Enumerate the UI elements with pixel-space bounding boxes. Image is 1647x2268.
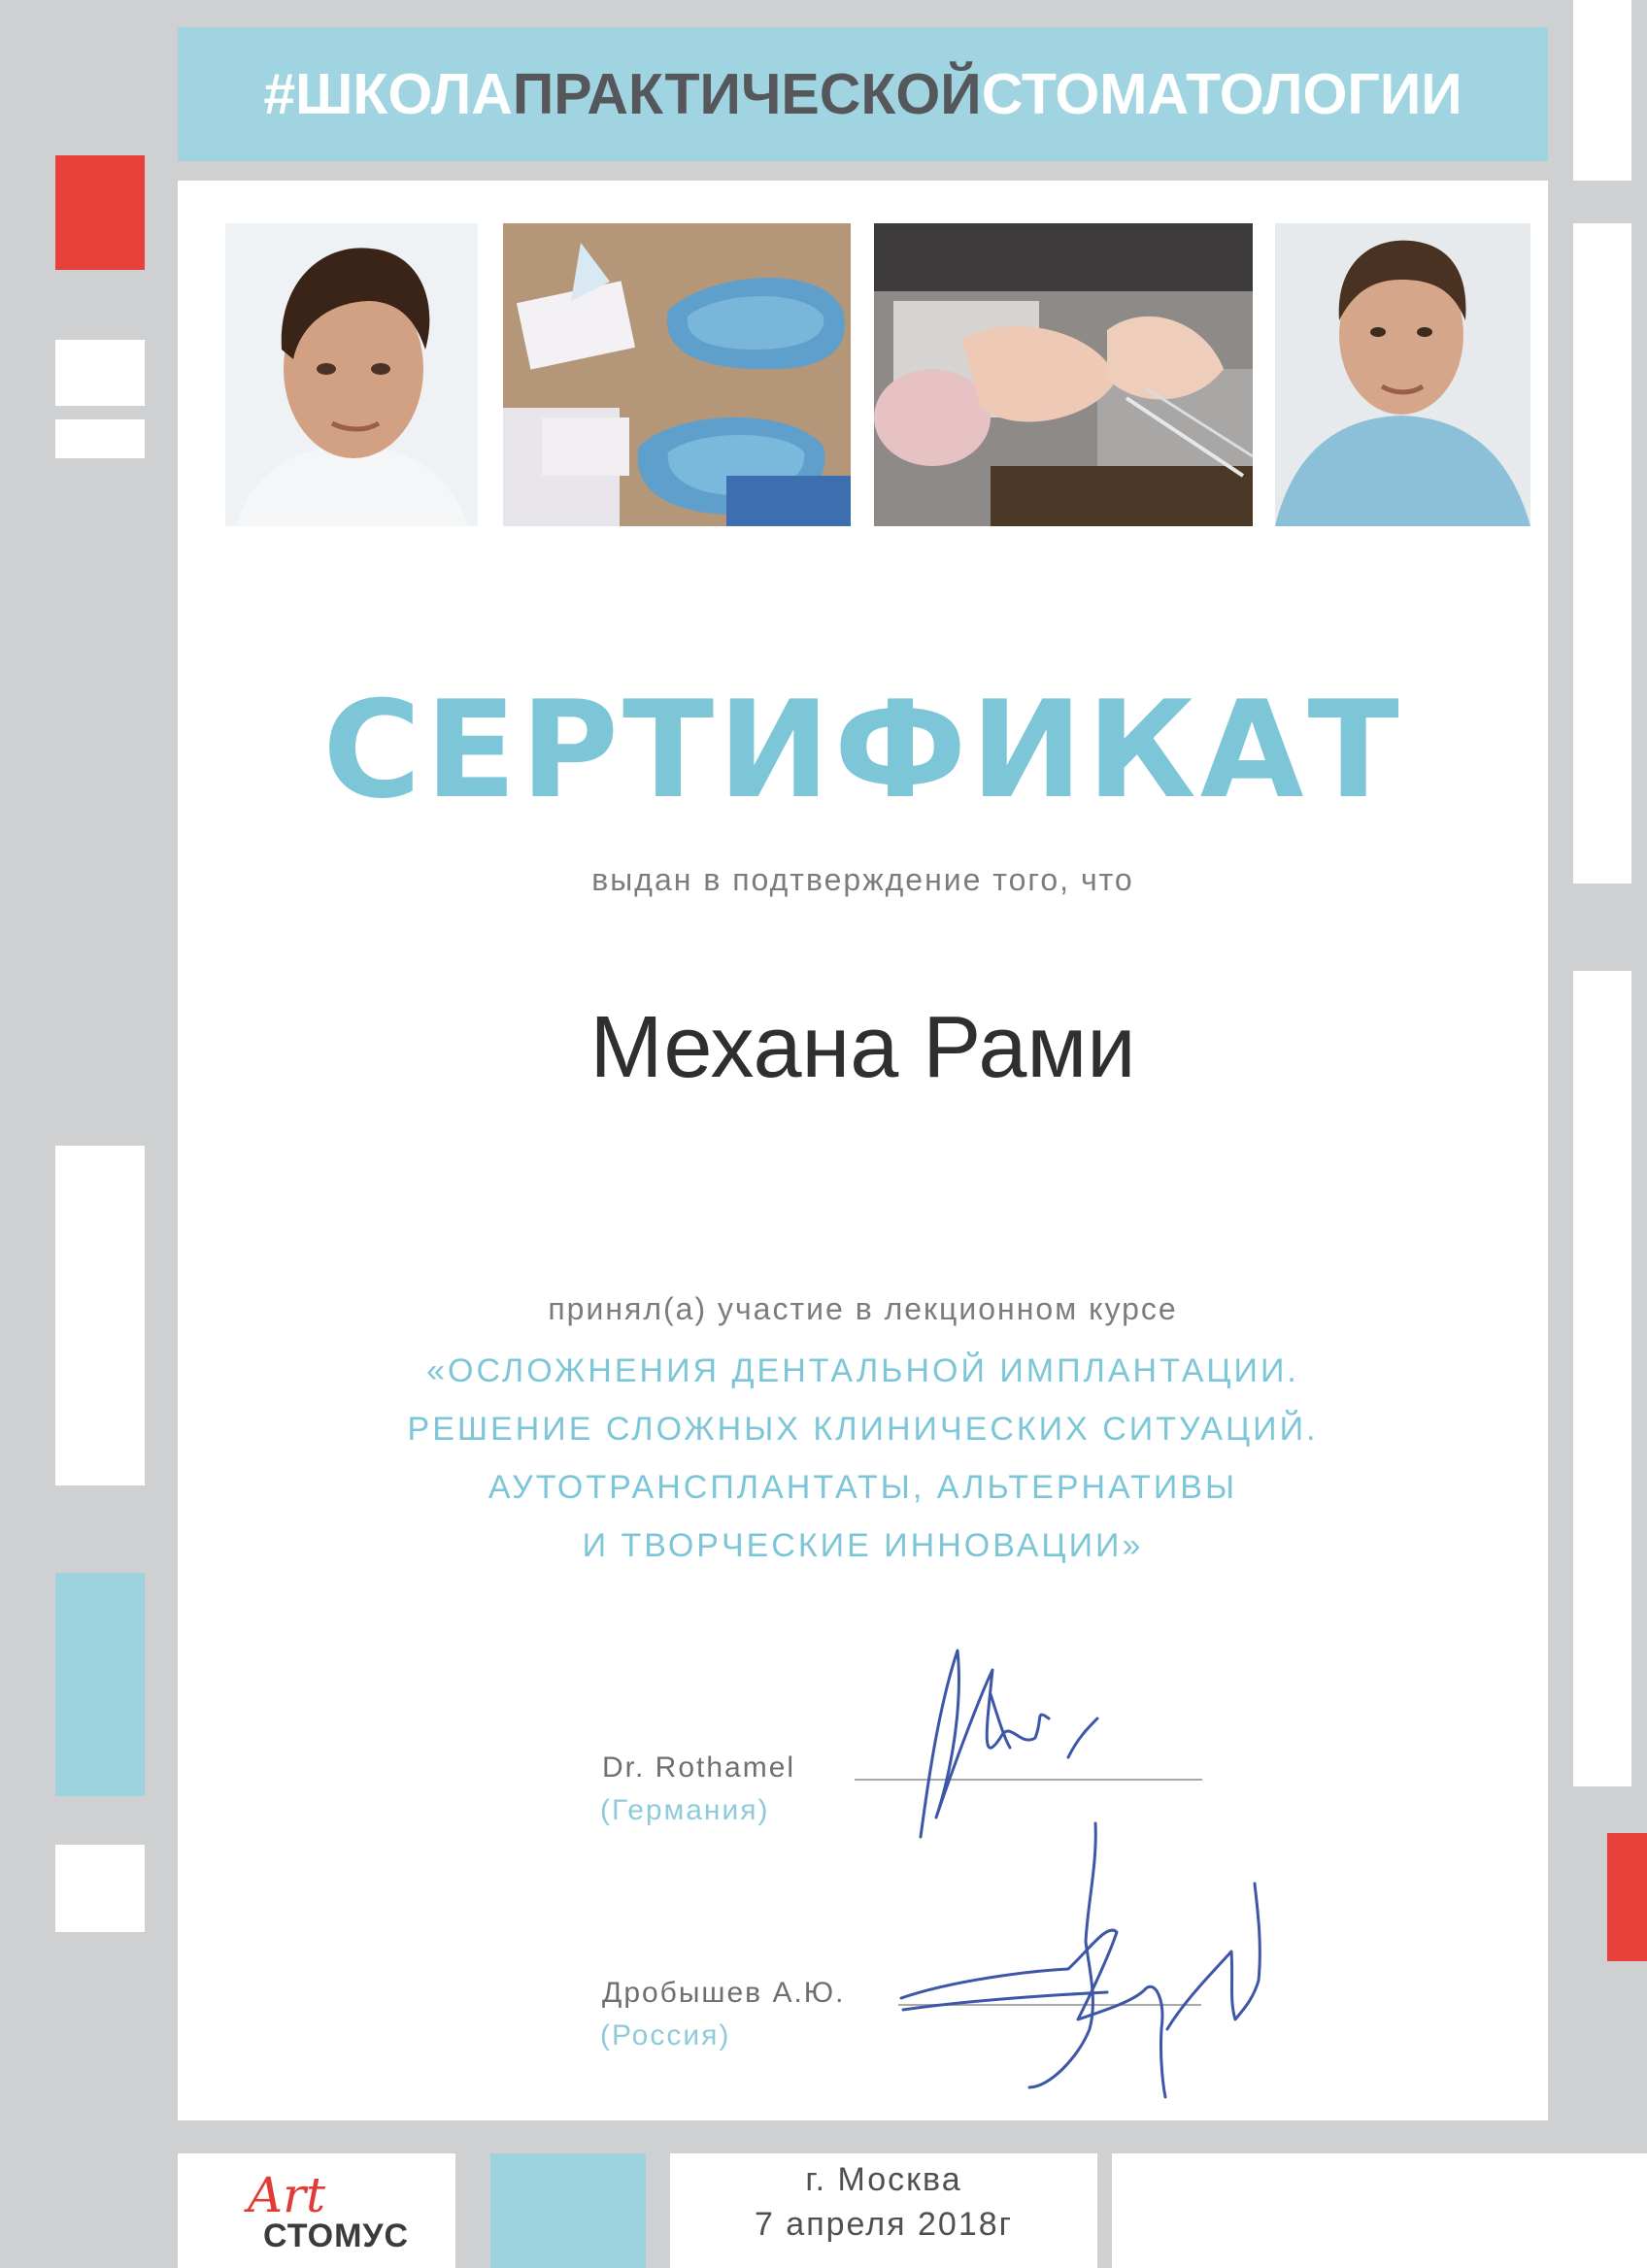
city-text: г. Москва xyxy=(805,2161,962,2198)
artstomus-logo xyxy=(178,2153,455,2268)
logo-script-text: Art xyxy=(248,2167,326,2223)
header-hashtag-part: #ШКОЛА xyxy=(263,62,513,126)
course-title-line: «ОСЛОЖНЕНИЯ ДЕНТАЛЬНОЙ ИМПЛАНТАЦИИ. xyxy=(426,1352,1299,1389)
recipient-name: Механа Рами xyxy=(589,999,1136,1096)
header-practical-part: ПРАКТИЧЕСКОЙ xyxy=(512,62,982,126)
signatory-name: Дробышев А.Ю. xyxy=(602,1977,846,2009)
signatory-country: (Германия) xyxy=(600,1794,770,1826)
course-title-line: И ТВОРЧЕСКИЕ ИННОВАЦИИ» xyxy=(582,1527,1144,1564)
course-title-line: РЕШЕНИЕ СЛОЖНЫХ КЛИНИЧЕСКИХ СИТУАЦИЙ. xyxy=(407,1411,1319,1448)
date-text: 7 апреля 2018г xyxy=(754,2206,1014,2243)
logo-name-text: СТОМУС xyxy=(263,2218,410,2254)
certificate-subtitle: выдан в подтверждение того, что xyxy=(591,862,1134,897)
certificate-title: СЕРТИФИКАТ xyxy=(322,672,1403,828)
signatory-name: Dr. Rothamel xyxy=(602,1751,796,1784)
course-intro-text: принял(а) участие в лекционном курсе xyxy=(548,1291,1178,1326)
header-dentistry-part: СТОМАТОЛОГИИ xyxy=(981,62,1462,126)
place-and-date xyxy=(689,2157,1078,2247)
signatory-country: (Россия) xyxy=(600,2019,731,2051)
course-title-line: АУТОТРАНСПЛАНТАТЫ, АЛЬТЕРНАТИВЫ xyxy=(487,1469,1238,1506)
